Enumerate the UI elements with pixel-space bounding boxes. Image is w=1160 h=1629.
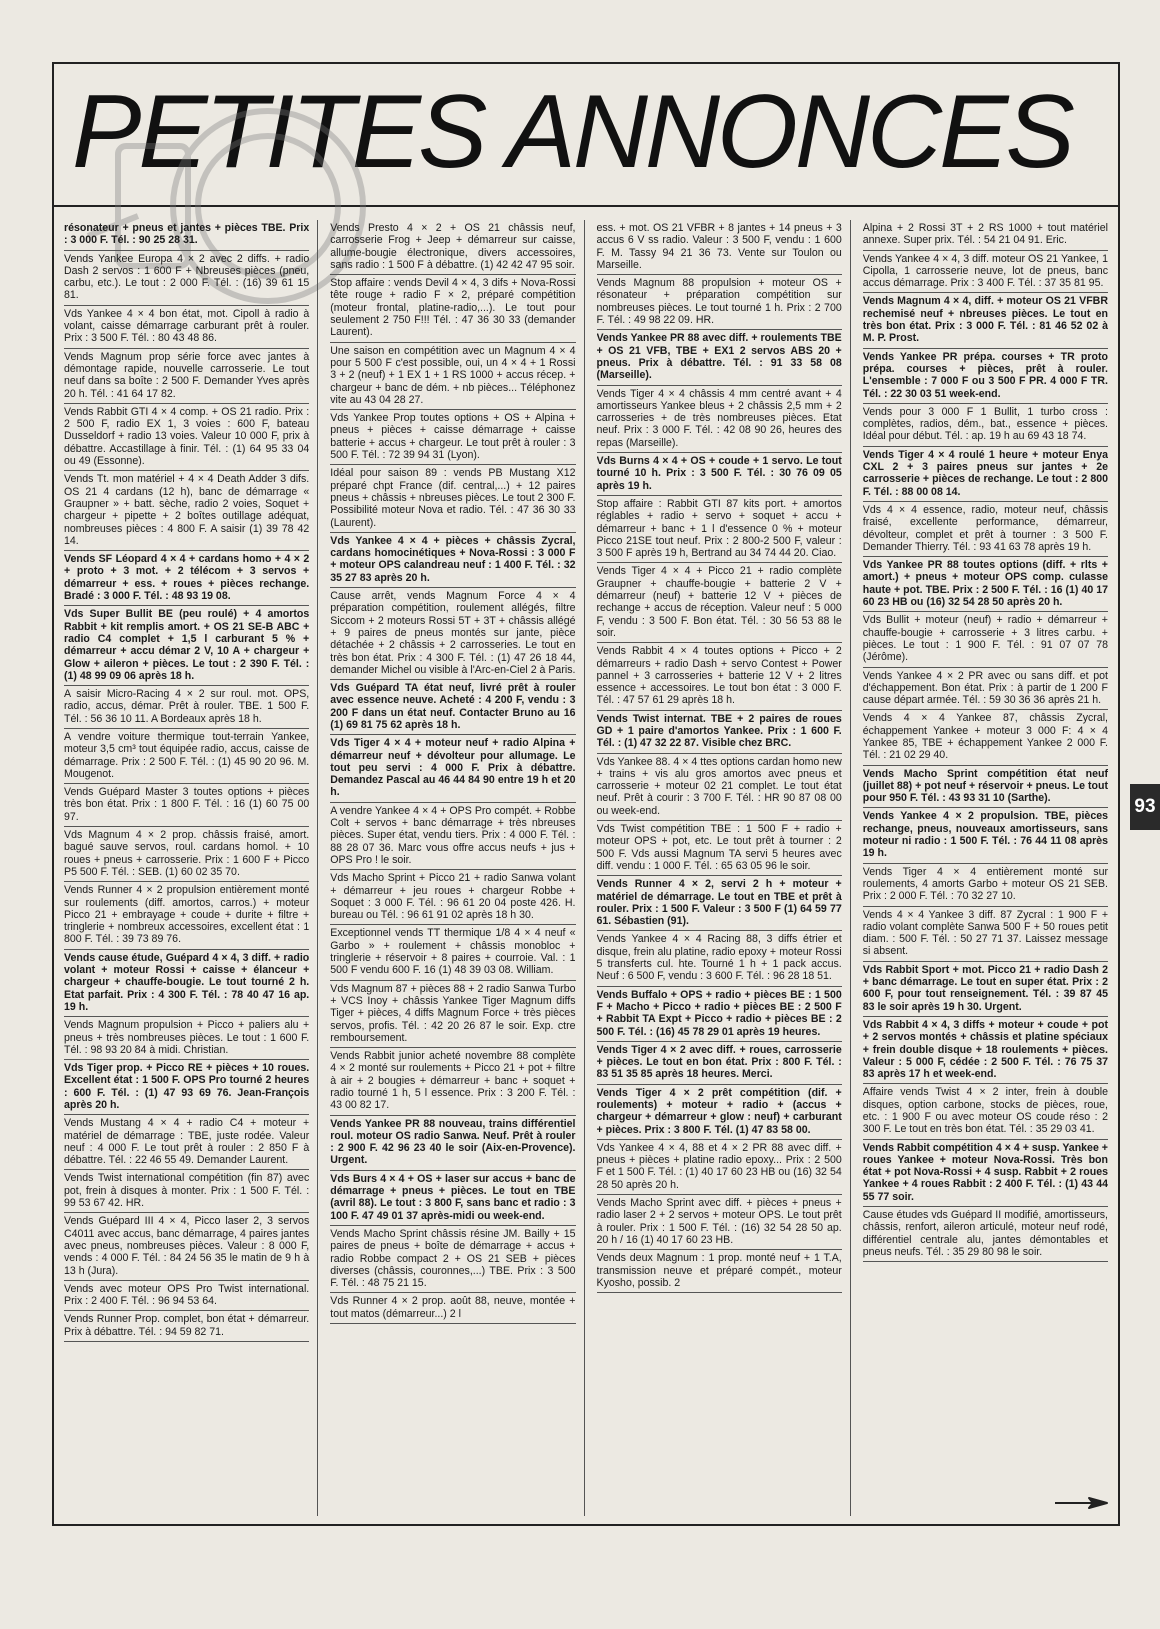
classified-ad: Vends Yankee 4 × 2 propulsion. TBE, pièces rechange, pneus, nouveaux amortisseurs, sans moteur ni radio : 1 500 F. Tél. : 76 44 11 08 après 19 h. bbox=[863, 808, 1108, 863]
classified-ad: Vends Magnum 88 propulsion + moteur OS + résonateur + préparation compétition sur nombreuses pièces. Le tout tourné 1 h. Prix : 2 700 F. Tél. : 49 98 22 09. HR. bbox=[597, 275, 842, 330]
classified-ad: Vends Tiger 4 × 4 châssis 4 mm centré avant + 4 amortisseurs Yankee bleus + 2 châssis 2,5 mm + 2 carrosseries + de très nombreuses pièces. Etat neuf. Prix : 3 000 F. Tél. : 42 08 90 26, heures des repas (Marseille). bbox=[597, 386, 842, 453]
classified-ad: A saisir Micro-Racing 4 × 2 sur roul. mot. OPS, radio, accus, démar. Prêt à rouler. TBE. 1 500 F. Tél. : 56 36 10 11. A Bordeaux après 18 h. bbox=[64, 686, 309, 729]
classified-ad: Vends Guépard III 4 × 4, Picco laser 2, 3 servos C4011 avec accus, banc démarrage, 4 paires jantes avec pneus, nombreuses pièces. Valeur : 8 000 F, vends : 4 000 F. Tél. : 84 24 56 35 le matin de 9 h à 13 h (Jura). bbox=[64, 1213, 309, 1280]
classified-ad: Vends Tiger 4 × 4 roulé 1 heure + moteur Enya CXL 2 + 3 paires pneus sur jantes + 2e carrosserie + pièces de rechange. Le tout : 2 800 F. Tél. : 88 00 08 14. bbox=[863, 447, 1108, 502]
page-number-tab: 93 bbox=[1130, 784, 1160, 830]
classified-ad: Vends SF Léopard 4 × 4 + cardans homo + 4 × 2 + proto + 3 mot. + 2 télécom + 3 servos + démarreur + ess. + roues + pièces rechange. Bradé : 3 000 F. Tél. : 48 93 19 08. bbox=[64, 551, 309, 606]
classified-ad: Exceptionnel vends TT thermique 1/8 4 × 4 neuf « Garbo » + roulement + châssis monobloc + tringlerie + réservoir + 8 paires + courroie. Val. : 1 500 F vendu 600 F. 16 (1) 48 39 03 08. William. bbox=[330, 925, 575, 980]
classified-ad: Alpina + 2 Rossi 3T + 2 RS 1000 + tout matériel annexe. Super prix. Tél. : 54 21 04 91. Eric. bbox=[863, 220, 1108, 251]
classified-ad: Vds Runner 4 × 2 prop. août 88, neuve, montée + tout matos (démarreur...) 2 l bbox=[330, 1293, 575, 1324]
classified-ad: Vends Yankee 4 × 4 Racing 88, 3 diffs étrier et disque, frein alu platine, radio epoxy + moteur Rossi 5 transferts cul. hte. Tourné 1 h + 1 pack accus. Neuf : 6 500 F, vendu : 3 600 F. Tél. : 96 28 18 51. bbox=[597, 931, 842, 986]
classified-ad: résonateur + pneus et jantes + pièces TBE. Prix : 3 000 F. Tél. : 90 25 28 31. bbox=[64, 220, 309, 251]
classified-ad: Vends Macho Sprint compétition état neuf (juillet 88) + pot neuf + réservoir + pneus. Le tout pour 950 F. Tél. : 43 93 31 10 (Sarthe). bbox=[863, 766, 1108, 809]
classified-ad: Vends Yankee PR prépa. courses + TR proto prépa. courses + pièces, prêt à rouler. L'ensemble : 7 000 F ou 3 500 F PR. 4 000 F TR. Tél. : 22 30 03 51 week-end. bbox=[863, 349, 1108, 404]
header bbox=[52, 62, 1120, 207]
classified-ad: Vends Runner Prop. complet, bon état + démarreur. Prix à débattre. Tél. : 94 59 82 71. bbox=[64, 1311, 309, 1342]
classified-ad: Vends Yankee PR 88 avec diff. + roulements TBE + OS 21 VFB, TBE + EX1 2 servos ABS 20 + pneus. Prix à débattre. Tél. : 91 33 58 08 (Marseille). bbox=[597, 330, 842, 385]
classified-ad: Vends Rabbit GTI 4 × 4 comp. + OS 21 radio. Prix : 2 500 F, radio EX 1, 3 voies : 600 F, bateau Dusseldorf + radio 13 voies. Valeur 10 000 F, prix à débattre. Accastillage à finir. Tél. : (1) 64 95 33 04 ou 49 (Essonne). bbox=[64, 404, 309, 471]
classified-ad: Vends Rabbit 4 × 4 toutes options + Picco + 2 démarreurs + radio Dash + servo Contest + Power pannel + 3 carrosseries + batterie 12 V + 2 litres essence + accessoires. Le tout bon état : 3 000 F. Tél. : 47 57 61 29 après 18 h. bbox=[597, 643, 842, 710]
classified-ad: Stop affaire : vends Devil 4 × 4, 3 difs + Nova-Rossi tête rouge + radio F × 2, préparé compétition (moteur frontal, platine-radio,...). Le tout pour seulement 2 750 F!!! Tél. : 47 36 30 33 (demander Laurent). bbox=[330, 275, 575, 342]
classified-ad: Vends Twist international compétition (fin 87) avec pot, frein à disques à monter. Prix : 1 500 F. Tél. : 99 53 67 42. HR. bbox=[64, 1170, 309, 1213]
classified-ad: Vends 4 × 4 Yankee 87, châssis Zycral, échappement Yankee + moteur 3 000 F: 4 × 4 Yankee 85, TBE + échappement Yankee 2 000 F. Tél. : 21 02 29 40. bbox=[863, 710, 1108, 765]
classified-ad: Vds Rabbit Sport + mot. Picco 21 + radio Dash 2 + banc démarrage. Le tout en super état. Prix : 2 600 F, pour tout renseignement. Tél. : 39 87 45 83 le soir après 19 h 30. Urgent. bbox=[863, 962, 1108, 1017]
continue-arrow-icon bbox=[1053, 1496, 1109, 1510]
classified-ad: Vends 4 × 4 Yankee 3 diff. 87 Zycral : 1 900 F + radio volant complète Sanwa 500 F + 50 roues petit diam. : 500 F. Tél. : 50 27 71 37. Laissez message si absent. bbox=[863, 907, 1108, 962]
classified-ad: Vds Burns 4 × 4 + OS + coude + 1 servo. Le tout tourné 10 h. Prix : 3 500 F. Tél. : 30 76 09 05 après 19 h. bbox=[597, 453, 842, 496]
classified-ad: Vends Tiger 4 × 2 prêt compétition (dif. + roulements) + moteur + radio + (accus + chargeur + démarreur + glow : neuf) + carburant + pièces. Prix : 3 800 F. Tél. (1) 47 83 58 00. bbox=[597, 1085, 842, 1140]
classified-ad: Vends Yankee 4 × 4, 3 diff. moteur OS 21 Yankee, 1 Cipolla, 1 carrosserie neuve, lot de pneus, banc accus démarrage. Prix : 3 400 F. Tél. : 37 35 81 95. bbox=[863, 251, 1108, 294]
classified-ad: Vds Yankee 4 × 4 bon état, mot. Cipoll à radio à volant, caisse démarrage carburant prêt à rouler. Prix : 3 500 F. Tél. : 80 43 48 86. bbox=[64, 306, 309, 349]
classified-ad: Vds Magnum 4 × 2 prop. châssis fraisé, amort. bagué sauve servos, roul. cardans homol. + 10 roues + pneus + carrosserie. Prix : 1 600 F + Picco P5 500 F. Tél. : SEB. (1) 60 02 35 70. bbox=[64, 827, 309, 882]
classified-ad: Vends Rabbit compétition 4 × 4 + susp. Yankee + roues Yankee + moteur Nova-Rossi. Très bon état + pot Nova-Rossi + 4 susp. Rabbit + 2 roues Yankee + 4 roues Rabbit : 2 400 F. Tél. : (1) 43 44 55 77 soir. bbox=[863, 1140, 1108, 1207]
classified-ad: Vends Tiger 4 × 2 avec diff. + roues, carrosserie + pièces. Le tout en bon état. Prix : 800 F. Tél. : 83 51 35 85 après 18 heures. Merci. bbox=[597, 1042, 842, 1085]
classified-ad: Vds Yankee 4 × 4 + pièces + châssis Zycral, cardans homocinétiques + Nova-Rossi : 3 000 F + moteur OPS calandreau neuf : 1 400 F. Tél. : 32 35 27 83 après 20 h. bbox=[330, 533, 575, 588]
classified-ad: Cause études vds Guépard II modifié, amortisseurs, châssis, renfort, aileron articulé, moteur neuf rodé, différentiel centrale alu, jantes démontables et pneus neufs. Tél. : 35 29 80 98 le soir. bbox=[863, 1207, 1108, 1262]
classified-ad: Vends Runner 4 × 2, servi 2 h + moteur + matériel de démarrage. Le tout en TBE et prêt à rouler. Prix : 1 500 F. Valeur : 3 500 F (1) 64 59 77 61. Sébastien (91). bbox=[597, 876, 842, 931]
classified-ad: Vends Macho Sprint châssis résine JM. Bailly + 15 paires de pneus + boîte de démarrage + accus + radio Robbe compact 2 + OS 21 SEB + pièces diverses (châssis, couronnes,...) TBE. Prix : 3 500 F. Tél. : 48 75 21 15. bbox=[330, 1226, 575, 1293]
classified-ad: A vendre voiture thermique tout-terrain Yankee, moteur 3,5 cm³ tout équipée radio, accus, caisse de démarrage. Prix : 2 500 F. Tél. : (1) 45 90 20 96. M. Mougenot. bbox=[64, 729, 309, 784]
classified-ad: Vends Mustang 4 × 4 + radio C4 + moteur + matériel de démarrage : TBE, juste rodée. Valeur neuf : 4 000 F. Le tout prêt à rouler : 2 850 F à débattre. Tél. : 22 46 55 49. Demander Laurent. bbox=[64, 1115, 309, 1170]
classified-ad: Affaire vends Twist 4 × 2 inter, frein à double disques, option carbone, stocks de pièces, roue, etc. : 1 900 F ou avec moteur OS coude réso : 2 300 F. Le tout en très bon état. Tél. : 35 29 03 41. bbox=[863, 1084, 1108, 1139]
classified-ad: Vends pour 3 000 F 1 Bullit, 1 turbo cross : complètes, radios, dém., bat., essence + pièces. Idéal pour début. Tél. : ap. 19 h au 69 43 18 74. bbox=[863, 404, 1108, 447]
classified-ad: Vends Yankee Europa 4 × 2 avec 2 diffs. + radio Dash 2 servos : 1 600 F + Nbreuses pièces (pneu, carbu, etc.). Le tout : 2 000 F. Tél. : (16) 39 61 15 81. bbox=[64, 251, 309, 306]
classified-ad: Vds Yankee 88. 4 × 4 ttes options cardan homo new + trains + vis alu gros amortos avec pneus et carrosserie + moteur 02 21 complet. Le tout état neuf. Prêt à courir : 3 700 F. Tél. : HR 90 87 08 00 ou week-end. bbox=[597, 754, 842, 821]
classified-ad: Vends Guépard Master 3 toutes options + pièces très bon état. Prix : 1 800 F. Tél. : 16 (1) 60 75 00 97. bbox=[64, 784, 309, 827]
classified-ad: Vends Rabbit junior acheté novembre 88 complète 4 × 2 monté sur roulements + Picco 21 + pot + filtre à air + 2 bougies + démarreur + banc + soquet + radio tourné 1 h, 5 l essence. Prix : 3 200 F. Tél. : 43 00 82 17. bbox=[330, 1048, 575, 1115]
classified-ad: Vends Buffalo + OPS + radio + pièces BE : 1 500 F + Macho + Picco + radio + pièces BE : 2 500 F + Rabbit TA Expt + Picco + radio + pièces BE : 2 500 F. Tél. : (16) 45 78 29 01 après 19 heures. bbox=[597, 987, 842, 1042]
classified-ad: Vds Magnum 87 + pièces 88 + 2 radio Sanwa Turbo + VCS Inoy + châssis Yankee Tiger Magnum diffs Tiger + pièces, 4 diffs Magnum Force + très pièces servos, profis. Tél. : 42 20 26 87 le soir. Exp. ctre remboursement. bbox=[330, 981, 575, 1048]
classified-ad: Vends Tiger 4 × 4 entièrement monté sur roulements, 4 amorts Garbo + moteur OS 21 SEB. Prix : 2 000 F. Tél. : 70 32 27 10. bbox=[863, 864, 1108, 907]
classified-ad: Vds Rabbit 4 × 4, 3 diffs + moteur + coude + pot + 2 servos montés + châssis et platine spéciaux + frein double disque + 18 roulements + pièces. Valeur : 5 000 F, cédée : 2 500 F. Tél. : 76 75 37 83 après 17 h et week-end. bbox=[863, 1017, 1108, 1084]
classified-ad: Vends Magnum prop série force avec jantes à démontage rapide, nouvelle carrosserie. Le tout neuf dans sa boîte : 2 500 F. Demander Yves après 20 h. Tél. : 41 64 17 82. bbox=[64, 349, 309, 404]
classified-ad: Vds Guépard TA état neuf, livré prêt à rouler avec essence neuve. Acheté : 4 200 F, vendu : 3 200 F dans un état neuf. Contacter Bruno au 16 (1) 69 81 75 62 après 18 h. bbox=[330, 680, 575, 735]
classified-ad: Une saison en compétition avec un Magnum 4 × 4 pour 5 500 F c'est possible, oui, un 4 × 4 + 1 Rossi 3 + 2 (neuf) + 1 EX 1 + 1 RS 1000 + accus récep. + chargeur + banc de dém. + nb pièces... Téléphonez vite au 43 04 28 27. bbox=[330, 343, 575, 410]
classified-ad: Vends Yankee 4 × 2 PR avec ou sans diff. et pot d'échappement. Bon état. Prix : à partir de 1 200 F cause départ armée. Tél. : 59 30 36 36 après 21 h. bbox=[863, 668, 1108, 711]
ads-column-4 bbox=[863, 220, 1108, 1516]
classified-ad: Vds Twist compétition TBE : 1 500 F + radio + moteur OPS + pot, etc. Le tout prêt à tourner : 2 500 F. Vds aussi Magnum TA servi 5 heures avec diff. vendu : 1 000 F. Tél. : 65 63 05 96 le soir. bbox=[597, 821, 842, 876]
classified-ad: Vds Tiger 4 × 4 + moteur neuf + radio Alpina + démarreur neuf + dévolteur pour allumage. Le tout peu servi : 4 000 F. Prix à débattre. Demandez Pascal au 46 44 84 90 entre 19 h et 20 h. bbox=[330, 735, 575, 802]
classified-ad: A vendre Yankee 4 × 4 + OPS Pro compét. + Robbe Colt + servos + banc démarrage + très nbreuses pièces. Super état, vendu tiers. Prix : 4 000 F. Tél. : 88 28 07 36. Marc vous offre accus neufs + jus + OPS Pro ! le soir. bbox=[330, 803, 575, 870]
classified-ad: Vds Super Bullit BE (peu roulé) + 4 amortos Rabbit + kit remplis amort. + OS 21 SE-B ABC + radio C4 complet + 1,5 l carburant 5 % + démarreur + accu démar 2 V, 10 A + chargeur + Glow + aileron + pièces. Le tout : 2 390 F. Tél. : (1) 48 99 09 06 après 18 h. bbox=[64, 606, 309, 686]
classified-ad: Stop affaire : Rabbit GTI 87 kits port. + amortos réglables + radio + servo + soquet + accu + démarreur + banc + 1 l d'essence 0 % + moteur Picco 21SE tout neuf. Prix : 2 800-2 500 F, valeur : 3 500 F après 19 h, Bertrand au 34 74 44 20. Ciao. bbox=[597, 496, 842, 563]
classified-ad: Vds Yankee 4 × 4, 88 et 4 × 2 PR 88 avec diff. + pneus + pièces + platine radio epoxy... Prix : 2 500 F et 1 500 F. Tél. : (1) 40 17 60 23 HB ou (16) 32 54 28 50 après 20 h. bbox=[597, 1140, 842, 1195]
classified-ad: Vends Magnum 4 × 4, diff. + moteur OS 21 VFBR rechemisé neuf + nbreuses pièces. Le tout en très bon état. Prix : 3 000 F. Tél. : 81 46 52 02 à M. P. Prost. bbox=[863, 293, 1108, 348]
classified-ad: Vends Tt. mon matériel + 4 × 4 Death Adder 3 difs. OS 21 4 cardans (12 h), banc de démarrage « Graupner » + batt. sèche, radio 2 voies, Soquet + chargeur + pipette + 2 boîtes outillage adéquat, nombreuses pièces : 4 800 F. A saisir (1) 39 78 42 14. bbox=[64, 471, 309, 551]
classified-ad: Vds Bullit + moteur (neuf) + radio + démarreur + chauffe-bougie + carrosserie + 3 litres carbu. + pièces. Le tout : 1 900 F. Tél. : 91 07 07 78 (Jérôme). bbox=[863, 612, 1108, 667]
ads-column-3 bbox=[597, 220, 851, 1516]
classified-ad: Vends Twist internat. TBE + 2 paires de roues GD + 1 paire d'amortos Yankee. Prix : 1 600 F. Tél. : (1) 47 32 22 87. Visible chez BRC. bbox=[597, 711, 842, 754]
classified-ad: Vends Presto 4 × 2 + OS 21 châssis neuf, carrosserie Frog + Jeep + démarreur sur caisse, allume-bougie électronique, divers accessoires, sans radio : 1 500 F à débattre. (1) 42 42 47 95 soir. bbox=[330, 220, 575, 275]
classified-ad: Vends deux Magnum : 1 prop. monté neuf + 1 T.A, transmission neuve et préparé compét., moteur Kyosho, possib. 2 bbox=[597, 1250, 842, 1293]
classified-ad: Vds Yankee PR 88 toutes options (diff. + rlts + amort.) + pneus + moteur OPS comp. culasse haute + pot. TBE. Prix : 2 500 F. Tél. : 16 (1) 40 17 60 23 HB ou (16) 32 54 28 50 après 20 h. bbox=[863, 557, 1108, 612]
classified-ad: Vds Yankee Prop toutes options + OS + Alpina + pneus + pièces + caisse démarrage + caisse batterie + accus + chargeur. Le tout prêt à rouler : 3 500 F. Tél. : 72 39 94 31 (Lyon). bbox=[330, 410, 575, 465]
classified-ad: Vds Macho Sprint + Picco 21 + radio Sanwa volant + démarreur + jeu roues + chargeur Robbe + Soquet : 3 000 F. Tél. : 96 61 20 04 poste 426. H. bureau ou Tél. : 96 61 91 02 après 18 h 30. bbox=[330, 870, 575, 925]
classified-ad: Vends cause étude, Guépard 4 × 4, 3 diff. + radio volant + moteur Rossi + caisse + élanceur + chargeur + chauffe-bougie. Le tout tourné 2 h. Etat parfait. Prix : 4 300 F. Tél. : 78 40 47 16 ap. 19 h. bbox=[64, 950, 309, 1017]
classified-ad: Vends Macho Sprint avec diff. + pièces + pneus + radio laser 2 + 2 servos + moteur OPS. Le tout prêt à rouler. Prix : 1 500 F. Tél. : (16) 32 54 28 50 ap. 20 h / 16 (1) 40 17 60 23 HB. bbox=[597, 1195, 842, 1250]
classified-ad: Idéal pour saison 89 : vends PB Mustang X12 préparé chpt France (dif. central,...) + 12 paires pneus + châssis + nbreuses pièces. Le tout 2 300 F. Possibilité moteur Nova et radio. Tél. : 47 36 30 33 (Laurent). bbox=[330, 465, 575, 532]
ads-columns bbox=[64, 220, 1108, 1516]
classified-ad: Vds Tiger prop. + Picco RE + pièces + 10 roues. Excellent état : 1 500 F. OPS Pro tourné 2 heures : 600 F. Tél. : (1) 47 93 69 76. Jean-François après 20 h. bbox=[64, 1060, 309, 1115]
ads-column-1 bbox=[64, 220, 318, 1516]
page-title: PETITES ANNONCES bbox=[72, 74, 1072, 190]
classified-ad: Vends avec moteur OPS Pro Twist international. Prix : 2 400 F. Tél. : 96 94 53 64. bbox=[64, 1281, 309, 1312]
classified-ad: Vends Yankee PR 88 nouveau, trains différentiel roul. moteur OS radio Sanwa. Neuf. Prêt à rouler : 2 900 F. 42 96 23 40 le soir (Aix-en-Provence). Urgent. bbox=[330, 1116, 575, 1171]
classified-ad: Vends Runner 4 × 2 propulsion entièrement monté sur roulements (diff. amortos, carros.) + moteur Picco 21 + embrayage + coude + durite + filtre + tringlerie + nombreux accessoires, excellent état : 1 800 F. Tél. : 39 73 89 76. bbox=[64, 882, 309, 949]
classified-ad: Cause arrêt, vends Magnum Force 4 × 4 préparation compétition, roulement allégés, filtre Siccom + 2 moteurs Rossi 5T + 3T + châssis allégé + 9 paires de pneus montés sur jante, pièce détachée + 2 châssis + 2 carrosseries. Le tout en très bon état. Prix : 4 300 F. Tél. : (1) 47 26 18 44, demander Michel ou visible à l'Arc-en-Ciel 2 à Paris. bbox=[330, 588, 575, 680]
ads-column-2 bbox=[330, 220, 584, 1516]
classified-ad: ess. + mot. OS 21 VFBR + 8 jantes + 14 pneus + 3 accus 6 V ss radio. Valeur : 3 500 F, vendu : 1 600 F. M. Tassy 94 21 36 73. Vente sur Toulon ou Marseille. bbox=[597, 220, 842, 275]
classified-ad: Vds Burs 4 × 4 + OS + laser sur accus + banc de démarrage + pneus + pièces. Le tout en TBE (avril 88). Le tout : 3 800 F, sans banc et radio : 3 100 F. 47 49 01 37 après-midi ou week-end. bbox=[330, 1171, 575, 1226]
classified-ad: Vends Tiger 4 × 4 + Picco 21 + radio complète Graupner + chauffe-bougie + batterie 2 V + démarreur (neuf) + batterie 12 V + pièces de rechange + accus de réception. Valeur neuf : 5 000 F, vendu : 3 500 F. Bon état. Tél. : 30 56 53 88 le soir. bbox=[597, 563, 842, 643]
classified-ad: Vds 4 × 4 essence, radio, moteur neuf, châssis fraisé, excellente performance, démarreur, dévolteur, complet et prêt à tourner : 3 500 F. Demander Thierry. Tél. : 93 41 63 78 après 19 h. bbox=[863, 502, 1108, 557]
classified-ad: Vends Magnum propulsion + Picco + paliers alu + pneus + très nombreuses pièces. Le tout : 1 600 F. Tél. : 98 93 20 84 à midi. Christian. bbox=[64, 1017, 309, 1060]
